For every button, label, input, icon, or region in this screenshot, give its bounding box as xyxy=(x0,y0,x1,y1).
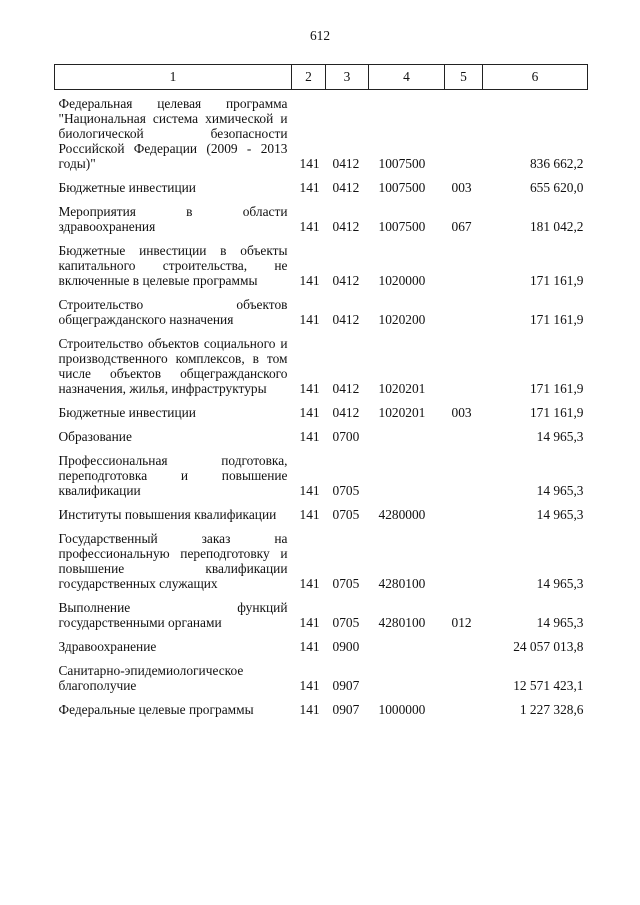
header-col-6: 6 xyxy=(483,65,588,90)
row-amount: 14 965,3 xyxy=(536,483,584,498)
row-col-2: 141 xyxy=(299,615,320,630)
row-name: Здравоохранение xyxy=(58,639,157,654)
row-col-4: 1000000 xyxy=(378,702,426,717)
row-col-2: 141 xyxy=(299,507,320,522)
header-col-2: 2 xyxy=(292,65,326,90)
row-col-2: 141 xyxy=(299,312,320,327)
row-col-4: 1020201 xyxy=(378,405,426,420)
row-col-4: 1020200 xyxy=(378,312,426,327)
row-col-5: 003 xyxy=(451,405,472,420)
row-col-4: 1007500 xyxy=(378,219,426,234)
page-number: 612 xyxy=(309,28,331,43)
row-name: Санитарно-эпидемиологическое благополучие xyxy=(58,663,244,693)
row-col-4: 1020000 xyxy=(378,273,426,288)
table-row xyxy=(55,399,588,423)
row-col-3: 0705 xyxy=(332,507,360,522)
row-amount: 14 965,3 xyxy=(536,429,584,444)
row-col-3: 0705 xyxy=(332,576,360,591)
row-name: Мероприятия в области здравоохранения xyxy=(58,204,288,234)
table-row xyxy=(55,696,588,720)
table-row xyxy=(55,291,588,330)
row-col-3: 0412 xyxy=(332,156,360,171)
table-row xyxy=(55,198,588,237)
row-col-4: 1020201 xyxy=(378,381,426,396)
row-name: Бюджетные инвестиции xyxy=(58,180,196,195)
row-amount: 12 571 423,1 xyxy=(513,678,584,693)
row-col-3: 0412 xyxy=(332,405,360,420)
row-col-2: 141 xyxy=(299,576,320,591)
row-col-5: 012 xyxy=(451,615,472,630)
row-col-5 xyxy=(445,330,483,399)
header-col-5: 5 xyxy=(445,65,483,90)
row-name: Профессиональная подготовка, переподготовка и повышение квалификации xyxy=(58,453,288,498)
row-amount: 655 620,0 xyxy=(529,180,584,195)
row-col-3: 0700 xyxy=(332,429,360,444)
row-col-4 xyxy=(369,423,445,447)
table-row xyxy=(55,525,588,594)
row-col-3: 0907 xyxy=(332,702,360,717)
row-amount: 24 057 013,8 xyxy=(513,639,584,654)
row-col-5 xyxy=(445,90,483,175)
row-col-5: 067 xyxy=(451,219,472,234)
row-col-3: 0412 xyxy=(332,312,360,327)
row-col-2: 141 xyxy=(299,639,320,654)
row-amount: 836 662,2 xyxy=(529,156,584,171)
table-row xyxy=(55,447,588,501)
row-col-2: 141 xyxy=(299,156,320,171)
row-col-3: 0412 xyxy=(332,180,360,195)
budget-table xyxy=(54,64,588,720)
row-name: Образование xyxy=(58,429,132,444)
row-amount: 171 161,9 xyxy=(529,381,584,396)
row-name: Бюджетные инвестиции в объекты капитального строительства, не включенные в целевые программы xyxy=(58,243,288,288)
row-name: Федеральные целевые программы xyxy=(58,702,254,717)
row-col-4: 4280100 xyxy=(378,576,426,591)
row-name: Федеральная целевая программа "Национальная система химической и биологической безопасности Российской Федерации (2009 - 2013 годы)" xyxy=(58,96,288,171)
row-col-3: 0900 xyxy=(332,639,360,654)
row-col-3: 0412 xyxy=(332,273,360,288)
row-col-3: 0705 xyxy=(332,615,360,630)
table-row xyxy=(55,423,588,447)
row-col-2: 141 xyxy=(299,429,320,444)
row-col-4 xyxy=(369,447,445,501)
row-col-2: 141 xyxy=(299,702,320,717)
row-amount: 14 965,3 xyxy=(536,615,584,630)
row-col-5 xyxy=(445,525,483,594)
row-col-5 xyxy=(445,237,483,291)
row-name: Бюджетные инвестиции xyxy=(58,405,196,420)
header-col-1: 1 xyxy=(55,65,292,90)
row-col-5 xyxy=(445,501,483,525)
row-col-3: 0705 xyxy=(332,483,360,498)
row-col-4: 1007500 xyxy=(378,180,426,195)
row-col-2: 141 xyxy=(299,381,320,396)
row-amount: 171 161,9 xyxy=(529,312,584,327)
row-col-5 xyxy=(445,291,483,330)
header-col-3: 3 xyxy=(326,65,369,90)
table-row xyxy=(55,330,588,399)
row-col-5 xyxy=(445,633,483,657)
table-row xyxy=(55,501,588,525)
table-row xyxy=(55,90,588,175)
row-col-4 xyxy=(369,657,445,696)
row-col-2: 141 xyxy=(299,405,320,420)
row-amount: 171 161,9 xyxy=(529,273,584,288)
row-amount: 171 161,9 xyxy=(529,405,584,420)
row-amount: 14 965,3 xyxy=(536,507,584,522)
row-col-2: 141 xyxy=(299,273,320,288)
row-col-3: 0412 xyxy=(332,219,360,234)
row-amount: 14 965,3 xyxy=(536,576,584,591)
row-col-5 xyxy=(445,696,483,720)
row-amount: 1 227 328,6 xyxy=(519,702,584,717)
row-col-5 xyxy=(445,447,483,501)
header-row xyxy=(55,65,588,90)
row-col-5 xyxy=(445,423,483,447)
row-name: Строительство объектов социального и производственного комплексов, в том числе объектов общегражданского назначения, жилья, инфраструктуры xyxy=(58,336,288,396)
row-col-4: 4280100 xyxy=(378,615,426,630)
row-col-4: 1007500 xyxy=(378,156,426,171)
row-name: Институты повышения квалификации xyxy=(58,507,277,522)
row-col-3: 0907 xyxy=(332,678,360,693)
row-col-2: 141 xyxy=(299,483,320,498)
row-amount: 181 042,2 xyxy=(529,219,584,234)
row-col-2: 141 xyxy=(299,180,320,195)
row-col-4: 4280000 xyxy=(378,507,426,522)
row-name: Строительство объектов общегражданского назначения xyxy=(58,297,288,327)
row-col-5: 003 xyxy=(451,180,472,195)
table-row xyxy=(55,657,588,696)
row-col-2: 141 xyxy=(299,219,320,234)
row-name: Выполнение функций государственными органами xyxy=(58,600,288,630)
table-row xyxy=(55,633,588,657)
header-col-4: 4 xyxy=(369,65,445,90)
row-col-3: 0412 xyxy=(332,381,360,396)
row-col-2: 141 xyxy=(299,678,320,693)
row-col-5 xyxy=(445,657,483,696)
table-row xyxy=(55,237,588,291)
table-row xyxy=(55,174,588,198)
row-col-4 xyxy=(369,633,445,657)
table-row xyxy=(55,594,588,633)
row-name: Государственный заказ на профессиональную переподготовку и повышение квалификации государственных служащих xyxy=(58,531,288,591)
